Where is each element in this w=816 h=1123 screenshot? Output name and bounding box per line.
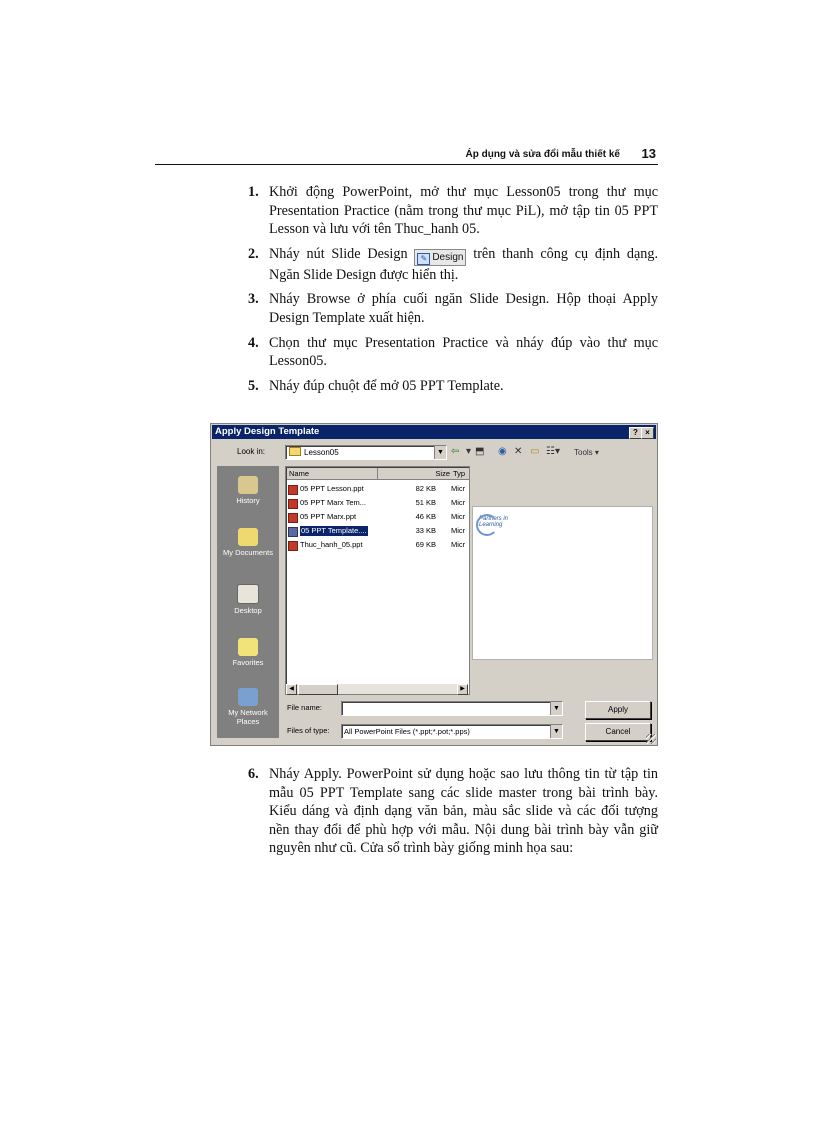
file-row[interactable]: 05 PPT Marx.ppt 46 KB Micr [288,512,468,522]
place-my-documents[interactable]: My Documents [217,528,279,557]
look-in-combo[interactable]: Lesson05 ▼ [285,445,447,460]
ppt-file-icon [288,541,298,551]
preview-logo: Partners in Learning [479,516,519,534]
file-list[interactable] [285,466,470,695]
file-row[interactable]: Thuc_hanh_05.ppt 69 KB Micr [288,540,468,550]
scroll-left-icon[interactable]: ◀ [286,684,297,695]
step-6: 6. Nháy Apply. PowerPoint sử dụng hoặc sao lưu thông tin từ tập tin mẫu 05 PPT Template sang các slide master trong bài trình bày. Kiểu dáng và định dạng văn bản, màu sắc slide và các đối tượng nền thay đổi để phù hợp với mẫu. Nội dung bài trình bày vẫn giữ nguyên như cũ. Cửa sổ trình bày giống minh họa sau: [248,766,658,857]
views-icon[interactable]: ☷▾ [546,446,560,457]
slide-design-button-image: ✎ Design [414,249,466,266]
network-icon [238,688,258,706]
help-button[interactable]: ? [629,427,642,439]
delete-icon[interactable]: ✕ [514,446,523,457]
step-2: 2. Nháy nút Slide Design ✎ Design trên thanh công cụ định dạng. Ngăn Slide Design được hiển thị. [248,245,659,283]
places-bar [217,466,279,738]
files-of-type-select[interactable]: All PowerPoint Files (*.ppt;*.pot;*.pps) ▼ [341,724,563,739]
dialog-titlebar [212,425,656,439]
place-my-network-places[interactable]: My Network Places [217,688,279,726]
chevron-down-icon[interactable]: ▼ [550,702,562,715]
scroll-thumb[interactable] [298,684,338,695]
apply-design-template-dialog [210,423,658,746]
column-size[interactable]: Size [378,468,453,480]
page-number: 13 [641,146,656,161]
column-type[interactable]: Typ [451,468,470,480]
apply-button[interactable]: Apply [585,701,651,719]
file-row-selected[interactable]: 05 PPT Template.... 33 KB Micr [288,526,468,536]
horizontal-scrollbar[interactable] [286,684,468,694]
template-preview [472,506,653,660]
files-of-type-label: Files of type: [287,726,330,735]
dialog-title: Apply Design Template [215,426,320,437]
column-name[interactable]: Name [287,468,378,480]
new-folder-icon[interactable]: ▭ [530,446,540,457]
file-row[interactable]: 05 PPT Marx Tem... 51 KB Micr [288,498,468,508]
close-button[interactable]: × [641,427,654,439]
file-name-input[interactable] [341,701,563,716]
file-name-label: File name: [287,703,323,712]
step-4: 4. Chọn thư mục Presentation Practice và nháy đúp vào thư mục Lesson05. [248,334,658,370]
design-icon: ✎ [417,253,430,265]
desktop-icon [237,584,259,604]
chevron-down-icon[interactable]: ▼ [550,725,562,738]
favorites-icon [238,638,258,656]
look-in-label: Look in: [237,447,266,456]
file-row[interactable]: 05 PPT Lesson.ppt 82 KB Micr [288,484,468,494]
chevron-down-icon[interactable]: ▼ [434,446,446,459]
cancel-button[interactable]: Cancel [585,723,651,741]
my-documents-icon [238,528,258,546]
step-3: 3. Nháy Browse ở phía cuối ngăn Slide Design. Hộp thoại Apply Design Template xuất hiện. [248,291,658,326]
ppt-file-icon [288,513,298,523]
page-header [155,146,658,165]
resize-grip[interactable] [646,734,656,744]
folder-icon [289,447,301,456]
history-icon [238,476,258,494]
pot-file-icon [288,527,298,537]
ppt-file-icon [288,499,298,509]
place-history[interactable]: History [217,476,279,505]
scroll-right-icon[interactable]: ▶ [457,684,468,695]
steps-list-1 [248,183,658,401]
up-folder-icon[interactable]: ⬒ [475,446,485,457]
ppt-file-icon [288,485,298,495]
tools-menu[interactable]: Tools ▾ [574,448,599,457]
steps-list-2 [248,765,658,864]
place-desktop[interactable]: Desktop [217,584,279,615]
step-5: 5. Nháy đúp chuột để mở 05 PPT Template. [248,377,504,394]
header-title: Áp dụng và sửa đổi mẫu thiết kế [465,149,620,160]
dropdown-small-icon[interactable]: ▾ [466,446,472,457]
back-icon[interactable]: ⇦ [451,446,460,457]
place-favorites[interactable]: Favorites [217,638,279,667]
search-web-icon[interactable]: ◉ [498,446,507,457]
step-1: 1. Khởi động PowerPoint, mở thư mục Lesson05 trong thư mục Presentation Practice (nằm trong thư mục PiL), mở tập tin 05 PPT Lesson và lưu với tên Thuc_hanh 05. [248,184,658,238]
